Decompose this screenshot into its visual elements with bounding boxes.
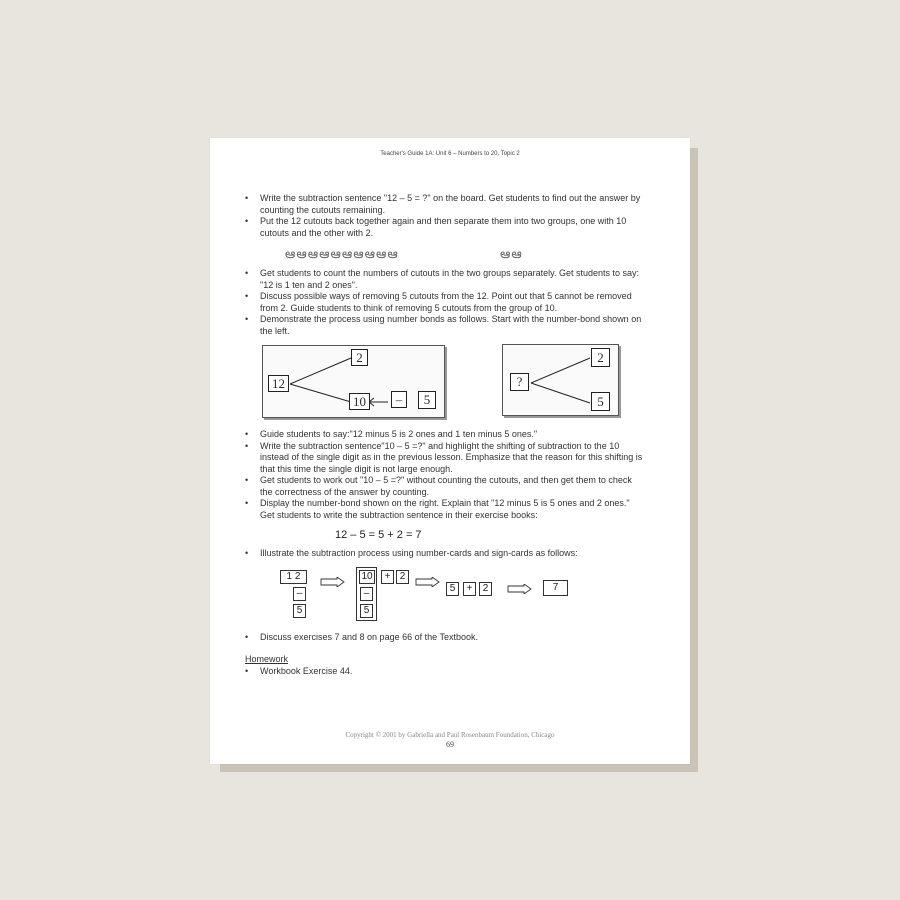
document-page (210, 138, 690, 764)
bullet-list-lower (245, 429, 645, 521)
duck-cutouts-group-of-two (500, 246, 523, 265)
number-card-5: 5 (360, 604, 373, 618)
list-item: • Put the 12 cutouts back together again and then separate them into two groups, one with 10 cutouts and the other with 2. (245, 216, 645, 239)
number-card-2: 2 (396, 570, 409, 584)
bond-part-bottom-box: 5 (591, 392, 610, 411)
sign-card-plus: + (381, 570, 394, 584)
number-card-12: 1 2 (280, 570, 307, 584)
list-item: • Illustrate the subtraction process using number-cards and sign-cards as follows: (245, 548, 645, 560)
number-card-2: 2 (479, 582, 492, 596)
duck-cutout-icon: ఆఆ (500, 246, 523, 261)
list-item: • Get students to work out "10 – 5 =?" without counting the cutouts, and then get them to check the correctness of the answer by counting. (245, 475, 645, 498)
list-item: • Write the subtraction sentence "12 – 5 = ?" on the board. Get students to find out the answer by counting the cutouts remaining. (245, 193, 645, 216)
page-number: 69 (446, 740, 454, 749)
list-item: • Demonstrate the process using number bonds as follows. Start with the number-bond shown on the left. (245, 314, 645, 337)
bond-part-bottom-box: 10 (349, 393, 370, 410)
number-bond-right (502, 344, 619, 416)
sign-card-minus: – (293, 587, 306, 601)
number-card-illustration (210, 566, 690, 622)
number-card-5: 5 (293, 604, 306, 618)
right-arrow-icon (507, 584, 533, 594)
sign-card-plus: + (463, 582, 476, 596)
bullet-list-middle (245, 268, 645, 337)
bond-whole-box: 12 (268, 375, 289, 392)
subtraction-equation: 12 – 5 = 5 + 2 = 7 (335, 529, 422, 541)
list-item: • Get students to count the numbers of cutouts in the two groups separately. Get students to say: "12 is 1 ten and 2 ones". (245, 268, 645, 291)
homework-heading: Homework (245, 654, 289, 664)
list-item: • Display the number-bond shown on the right. Explain that "12 minus 5 is 5 ones and 2 ones." Get students to write the subtraction sentence in their exercise books: (245, 498, 645, 521)
right-arrow-icon (320, 577, 346, 587)
minus-sign-box: – (391, 391, 407, 408)
duck-cutout-icon: ఆఆఆఆఆఆఆఆఆఆ (285, 246, 399, 261)
right-arrow-icon (415, 577, 441, 587)
bond-part-top-box: 2 (591, 348, 610, 367)
bond-part-top-box: 2 (351, 349, 368, 366)
list-item: • Discuss possible ways of removing 5 cutouts from the 12. Point out that 5 cannot be removed from 2. Guide students to think of removing 5 cutouts from the group of 10. (245, 291, 645, 314)
homework-list (245, 666, 645, 678)
list-item: • Discuss exercises 7 and 8 on page 66 of the Textbook. (245, 632, 645, 644)
bond-whole-box: ? (510, 373, 529, 391)
list-item: • Write the subtraction sentence"10 – 5 =?" and highlight the shifting of subtraction to the 10 instead of the single digit as in the previous lesson. Emphasize that the reason for this shifting is that this time the single digit is not large enough. (245, 441, 645, 476)
number-card-5: 5 (446, 582, 459, 596)
copyright-footer: Copyright © 2001 by Gabriella and Paul Rosenbaum Foundation, Chicago (345, 731, 555, 739)
result-card-7: 7 (543, 580, 568, 596)
bullet-list-top (245, 193, 645, 239)
subtrahend-box: 5 (418, 391, 436, 409)
running-header: Teacher's Guide 1A: Unit 6 – Numbers to 20, Topic 2 (380, 151, 520, 157)
number-card-10: 10 (359, 570, 375, 584)
duck-cutouts-group-of-ten (285, 246, 399, 265)
list-item: • Workbook Exercise 44. (245, 666, 645, 678)
list-item: • Guide students to say:"12 minus 5 is 2 ones and 1 ten minus 5 ones." (245, 429, 645, 441)
sign-card-minus: – (360, 587, 373, 601)
bullet-list-discuss (245, 632, 645, 644)
bullet-list-cards (245, 548, 645, 560)
number-bond-left (262, 345, 445, 418)
